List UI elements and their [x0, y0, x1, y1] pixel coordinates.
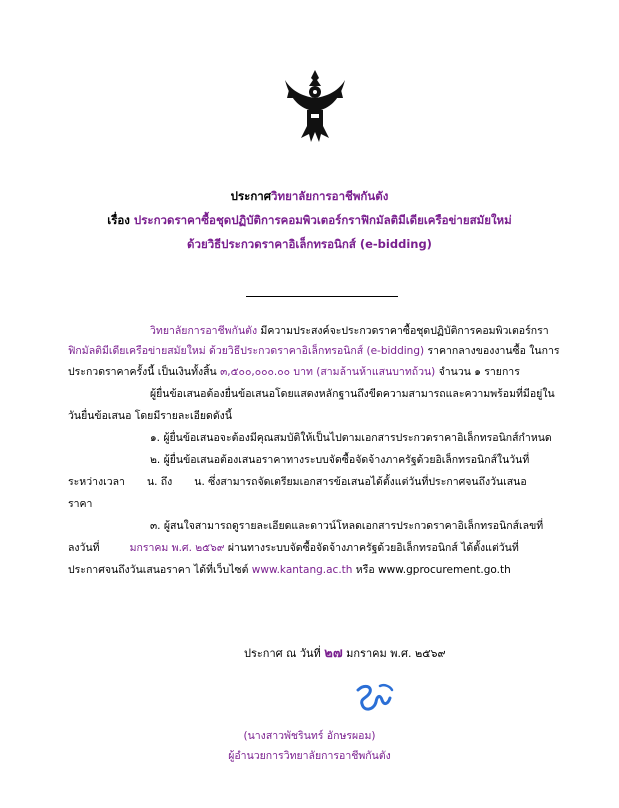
announcement-title: [0, 190, 619, 204]
handwritten-signature: [350, 682, 398, 718]
paragraph1-line2: [68, 345, 560, 358]
website-link-kantang[interactable]: www.kantang.ac.th: [251, 564, 353, 576]
condition-item-3-line1: ๓. ผู้สนใจสามารถดูรายละเอียดและดาวน์โหลดเอกสารประกวดราคาอิเล็กทรอนิกส์เลขที่: [150, 520, 544, 532]
condition-item-2-line1: ๒. ผู้ยื่นข้อเสนอต้องเสนอราคาทางระบบจัดซื้อจัดจ้างภาครัฐด้วยอิเล็กทรอนิกส์ในวันที่: [150, 454, 530, 466]
paragraph1-organization: วิทยาลัยการอาชีพกันตัง: [150, 325, 258, 337]
announcement-subject: [0, 214, 619, 228]
announcement-date: [244, 642, 446, 663]
garuda-emblem-icon: [283, 68, 347, 146]
subject-method: ด้วยวิธีประกวดราคาอิเล็กทรอนิกส์ (e-bidding): [187, 237, 432, 251]
paragraph1-budget-label: ประกวดราคาครั้งนี้ เป็นเงินทั้งสิ้น: [68, 366, 217, 378]
paragraph1-budget-amount: ๓,๕๐๐,๐๐๐.๐๐ บาท (สามล้านห้าแสนบาทถ้วน): [220, 366, 436, 378]
announce-month-year: มกราคม พ.ศ. ๒๕๖๙: [346, 647, 446, 660]
website-or: หรือ: [355, 564, 375, 576]
subject-prefix: เรื่อง: [107, 213, 130, 227]
website-link-gprocurement[interactable]: www.gprocurement.go.th: [378, 564, 511, 576]
paragraph1-text: มีความประสงค์จะประกวดราคาซื้อชุดปฏิบัติการคอมพิวเตอร์กรา: [260, 325, 549, 337]
paragraph1-item-name: ฟิกมัลติมีเดียเครือข่ายสมัยใหม่ ด้วยวิธีประกวดราคาอิเล็กทรอนิกส์ (e-bidding): [68, 345, 425, 357]
paragraph2-line1: ผู้ยื่นข้อเสนอต้องยื่นข้อเสนอโดยแสดงหลักฐานถึงขีดความสามารถและความพร้อมที่มีอยู่ใน: [150, 388, 555, 400]
announce-label: ประกาศ ณ วันที่: [244, 647, 321, 660]
paragraph2-line2: วันยื่นข้อเสนอ โดยมีรายละเอียดดังนี้: [68, 410, 232, 422]
announce-day: ๒๗: [324, 646, 343, 661]
condition-item-3-line2: [68, 542, 519, 555]
signer-name: (นางสาวพัชรินทร์ อักษรผอม): [243, 730, 376, 742]
dated-label: ลงวันที่: [68, 542, 100, 554]
time-label: ระหว่างเวลา: [68, 476, 125, 488]
paragraph1-quantity: จำนวน ๑ รายการ: [438, 366, 520, 378]
condition-item-2-line3: ราคา: [68, 498, 93, 510]
paragraph1-line1: [150, 325, 549, 338]
title-prefix: ประกาศ: [230, 189, 272, 203]
subject-text: ประกวดราคาซื้อชุดปฏิบัติการคอมพิวเตอร์กราฟิกมัลติมีเดียเครือข่ายสมัยใหม่: [133, 213, 512, 227]
time-rest: น. ซึ่งสามารถจัดเตรียมเอกสารข้อเสนอได้ตั้งแต่วันที่ประกาศจนถึงวันเสนอ: [194, 476, 527, 488]
condition-item-3-line3: [68, 564, 511, 577]
header-divider: [246, 296, 398, 297]
condition-item-3-rest: ผ่านทางระบบจัดซื้อจัดจ้างภาครัฐด้วยอิเล็กทรอนิกส์ ได้ตั้งแต่วันที่: [227, 542, 519, 554]
dated-month-year: มกราคม พ.ศ. ๒๕๖๙: [129, 542, 225, 554]
paragraph1-line3: [68, 366, 520, 379]
website-label: ประกาศจนถึงวันเสนอราคา ได้ที่เว็บไซต์: [68, 564, 249, 576]
condition-item-1: ๑. ผู้ยื่นข้อเสนอจะต้องมีคุณสมบัติให้เป็นไปตามเอกสารประกวดราคาอิเล็กทรอนิกส์กำหนด: [150, 432, 552, 444]
signer-title: ผู้อำนวยการวิทยาลัยการอาชีพกันตัง: [228, 750, 391, 762]
paragraph1-line2-rest: ราคากลางของงานซื้อ ในการ: [427, 345, 560, 357]
title-organization: วิทยาลัยการอาชีพกันตัง: [271, 189, 389, 203]
condition-item-2-line2: [68, 476, 527, 489]
time-to-label: น. ถึง: [146, 476, 173, 488]
